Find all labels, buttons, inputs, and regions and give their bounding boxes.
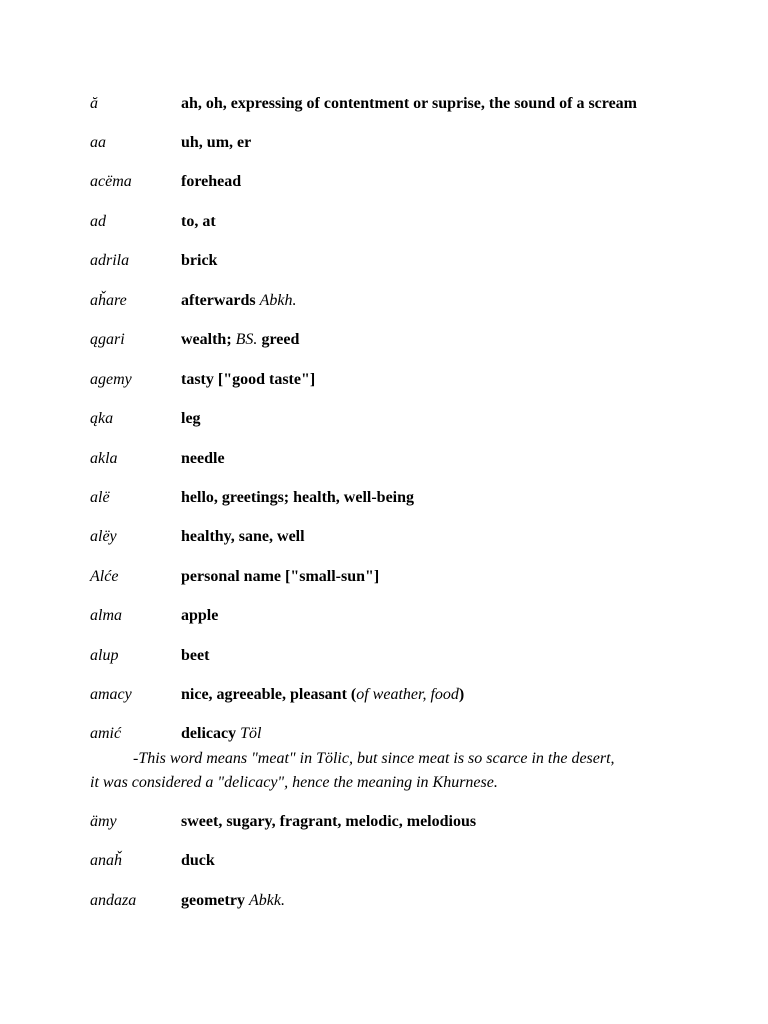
definition-text: uh, um, er bbox=[181, 134, 252, 151]
definition-text: leg bbox=[181, 410, 201, 427]
entry-row bbox=[90, 890, 730, 912]
entry-definition bbox=[181, 526, 305, 548]
entry-term: amacy bbox=[90, 686, 132, 703]
definition-text: geometry bbox=[181, 892, 249, 909]
entry-term: andaza bbox=[90, 892, 137, 909]
entry-term: ad bbox=[90, 213, 106, 230]
entry-row bbox=[90, 408, 730, 430]
entry-row bbox=[90, 369, 730, 391]
entry-definition bbox=[181, 290, 297, 312]
entry-row bbox=[90, 250, 730, 272]
entry-term: ągari bbox=[90, 331, 125, 348]
usage-note-line-1: -This word means "meat" in Tölic, but since meat is so scarce in the desert, bbox=[133, 750, 615, 767]
entry-definition bbox=[181, 211, 216, 233]
entry-definition bbox=[181, 723, 261, 745]
entry-definition bbox=[181, 448, 225, 470]
entry-term: alëy bbox=[90, 528, 117, 545]
entry-definition bbox=[181, 171, 241, 193]
entry-term: alup bbox=[90, 647, 119, 664]
entry-definition bbox=[181, 487, 414, 509]
entry-term: aȟare bbox=[90, 292, 127, 309]
definition-text: forehead bbox=[181, 173, 242, 190]
entry-term: acëma bbox=[90, 173, 132, 190]
definition-text: hello, greetings; health, well-being bbox=[181, 489, 415, 506]
definition-text: apple bbox=[181, 607, 219, 624]
entry-term: ämy bbox=[90, 813, 117, 830]
entry-row bbox=[90, 329, 730, 351]
definition-text: delicacy bbox=[181, 725, 241, 742]
definition-text: nice, agreeable, pleasant ( bbox=[181, 686, 357, 703]
entry-term: akla bbox=[90, 450, 118, 467]
definition-text: to, at bbox=[181, 213, 216, 230]
entry-definition bbox=[181, 890, 285, 912]
definition-text: greed bbox=[257, 331, 300, 348]
definition-text: sweet, sugary, fragrant, melodic, melodious bbox=[181, 813, 477, 830]
entry-definition bbox=[181, 684, 464, 706]
entry-row bbox=[90, 645, 730, 667]
entry-definition bbox=[181, 811, 476, 833]
definition-text: ) bbox=[458, 686, 465, 703]
entry-row bbox=[90, 448, 730, 470]
entry-term: agemy bbox=[90, 371, 132, 388]
entry-definition bbox=[181, 566, 379, 588]
entry-row bbox=[90, 171, 730, 193]
definition-abbreviation: BS. bbox=[235, 331, 258, 348]
entry-definition bbox=[181, 250, 217, 272]
entry-row bbox=[90, 526, 730, 548]
entry-row bbox=[90, 850, 730, 872]
definition-text: tasty ["good taste"] bbox=[181, 371, 316, 388]
entry-definition bbox=[181, 605, 218, 627]
entry-definition bbox=[181, 369, 315, 391]
entry-row bbox=[90, 487, 730, 509]
entry-definition bbox=[181, 93, 637, 115]
definition-text: duck bbox=[181, 852, 215, 869]
entry-row bbox=[90, 566, 730, 588]
definition-abbreviation: Abkh. bbox=[259, 292, 297, 309]
entry-row bbox=[90, 684, 730, 706]
definition-text: afterwards bbox=[181, 292, 260, 309]
entry-row bbox=[90, 132, 730, 154]
entry-term: Alće bbox=[90, 568, 119, 585]
definition-text: healthy, sane, well bbox=[181, 528, 305, 545]
definition-text: needle bbox=[181, 450, 225, 467]
entry-term: adrila bbox=[90, 252, 130, 269]
definition-text: wealth; bbox=[181, 331, 236, 348]
entry-definition bbox=[181, 132, 251, 154]
definition-abbreviation: Töl bbox=[240, 725, 262, 742]
entry-row bbox=[90, 811, 730, 833]
definition-text: beet bbox=[181, 647, 210, 664]
definition-abbreviation: Abkk. bbox=[248, 892, 285, 909]
entry-term: ă bbox=[90, 95, 98, 112]
entry-row bbox=[90, 93, 730, 115]
usage-note-line-2: it was considered a "delicacy", hence the meaning in Khurnese. bbox=[90, 774, 498, 791]
entry-term: alma bbox=[90, 607, 122, 624]
definition-text: ah, oh, expressing of contentment or suprise, the sound of a scream bbox=[181, 95, 638, 112]
entry-row bbox=[90, 723, 730, 745]
entry-term: alë bbox=[90, 489, 110, 506]
entry-term: anaȟ bbox=[90, 852, 122, 869]
definition-text: brick bbox=[181, 252, 218, 269]
usage-note bbox=[90, 747, 690, 795]
entry-row bbox=[90, 211, 730, 233]
definition-abbreviation: of weather, food bbox=[356, 686, 459, 703]
definition-text: personal name ["small-sun"] bbox=[181, 568, 380, 585]
entry-definition bbox=[181, 329, 299, 351]
entry-term: amić bbox=[90, 725, 122, 742]
entry-row bbox=[90, 290, 730, 312]
entry-definition bbox=[181, 645, 209, 667]
entry-term: ąka bbox=[90, 410, 114, 427]
entry-definition bbox=[181, 408, 201, 430]
entry-definition bbox=[181, 850, 215, 872]
entry-row bbox=[90, 605, 730, 627]
entry-term: aa bbox=[90, 134, 106, 151]
